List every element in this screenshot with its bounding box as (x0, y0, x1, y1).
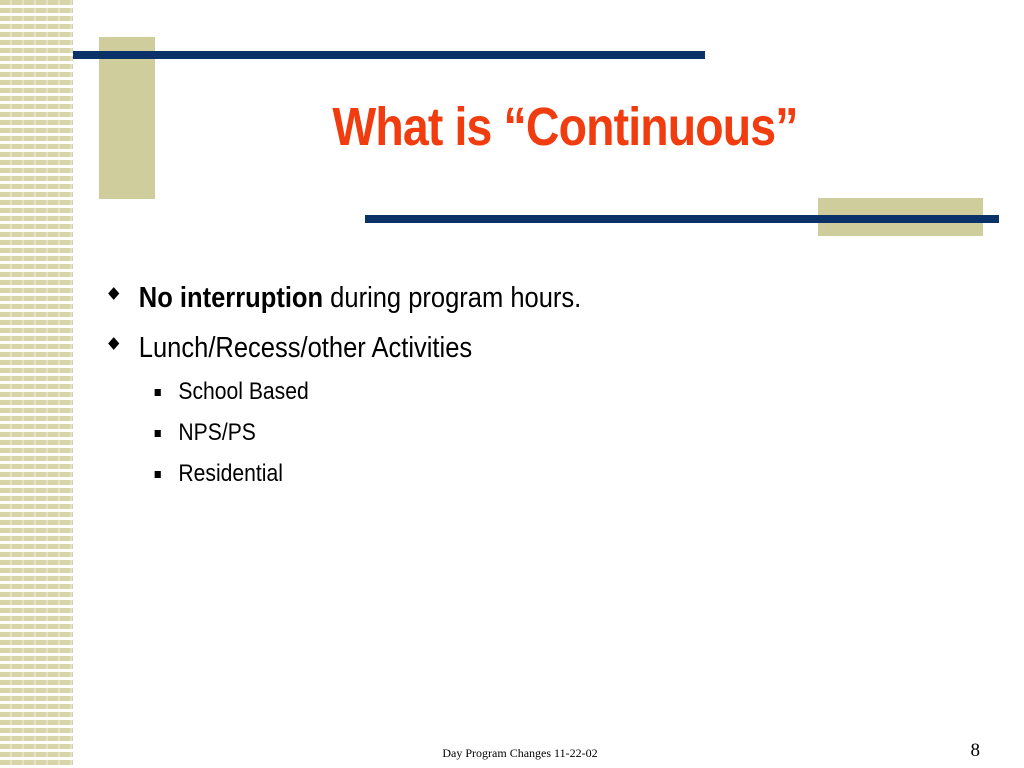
slide-footer: Day Program Changes 11-22-02 (442, 746, 598, 760)
bullet-text: during program hours. (323, 282, 582, 314)
title-rule-top (73, 51, 705, 59)
title-rule-bottom (365, 215, 999, 223)
left-stripe-decoration (0, 0, 73, 768)
page-number: 8 (970, 740, 980, 761)
bullet-text: Lunch/Recess/other Activities (138, 332, 473, 364)
slide-title: What is “Continuous” (332, 97, 798, 157)
diamond-bullet-icon (108, 287, 119, 300)
sub-bullet-item (108, 413, 830, 454)
sub-bullet-text: School Based (178, 378, 309, 405)
sub-bullet-text: NPS/PS (178, 419, 256, 446)
bullet-list (108, 278, 928, 495)
sub-bullet-group (108, 372, 928, 495)
sub-bullet-item (108, 454, 830, 495)
bullet-item-activities (108, 328, 830, 378)
diamond-bullet-icon (108, 337, 119, 350)
square-bullet-icon (155, 430, 161, 437)
bullet-bold-text: No interruption (138, 282, 324, 314)
sub-bullet-text: Residential (178, 460, 283, 487)
sub-bullet-item (108, 372, 830, 413)
sub-bullet-list (108, 372, 928, 495)
title-accent-block-left (99, 37, 155, 199)
square-bullet-icon (155, 389, 161, 396)
bullet-item-no-interruption (108, 278, 830, 328)
square-bullet-icon (155, 471, 161, 478)
